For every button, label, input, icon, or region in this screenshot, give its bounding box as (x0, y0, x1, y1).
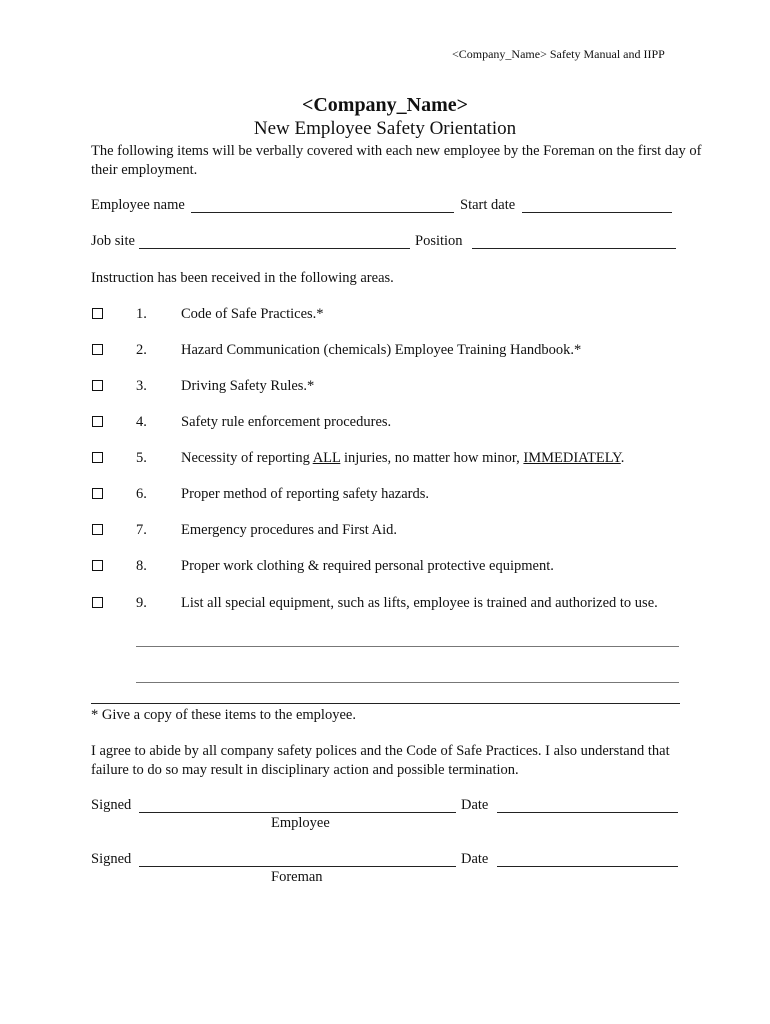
employee-name-field[interactable] (191, 212, 454, 213)
item-9-text: List all special equipment, such as lifts, employee is trained and authorized to use. (181, 595, 658, 611)
item-1-text: Code of Safe Practices.* (181, 306, 324, 322)
employee-caption: Employee (271, 815, 330, 831)
item-5-text-before: Necessity of reporting (181, 450, 313, 466)
foreman-signed-label: Signed (91, 851, 132, 867)
item-5-text-after: . (620, 450, 625, 466)
item-1-number: 1. (136, 306, 147, 322)
item-8-checkbox[interactable] (92, 560, 103, 571)
employee-date-label: Date (461, 797, 489, 813)
employee-signed-label: Signed (91, 797, 132, 813)
foreman-date-field[interactable] (497, 866, 678, 867)
item-4-checkbox[interactable] (92, 416, 103, 427)
job-site-label: Job site (91, 233, 135, 249)
item-8-text: Proper work clothing & required personal protective equipment. (181, 558, 554, 574)
employee-name-label: Employee name (91, 197, 185, 213)
item-4-text: Safety rule enforcement procedures. (181, 414, 392, 430)
item-7-checkbox[interactable] (92, 524, 103, 535)
agreement-text: I agree to abide by all company safety polices and the Code of Safe Practices. I also understand that failure to do so may result in disciplinary action and possible termination. (91, 743, 670, 778)
item-6-text: Proper method of reporting safety hazards. (181, 486, 430, 502)
section-divider (91, 703, 680, 704)
employee-date-field[interactable] (497, 812, 678, 813)
item-5-text (181, 450, 624, 467)
item-7-number: 7. (136, 522, 147, 538)
instruction-heading: Instruction has been received in the following areas. (91, 270, 394, 286)
item-7-text: Emergency procedures and First Aid. (181, 522, 397, 538)
position-label: Position (415, 233, 463, 249)
item-9-number: 9. (136, 595, 147, 611)
item-1-checkbox[interactable] (92, 308, 103, 319)
item-3-text: Driving Safety Rules.* (181, 378, 315, 394)
employee-signature-field[interactable] (139, 812, 456, 813)
item-2-checkbox[interactable] (92, 344, 103, 355)
position-field[interactable] (472, 248, 676, 249)
header-note: <Company_Name> Safety Manual and IIPP (452, 47, 665, 61)
item-6-number: 6. (136, 486, 147, 502)
item-5-emphasis-immediately: IMMEDIATELY (523, 450, 621, 466)
foreman-signature-field[interactable] (139, 866, 456, 867)
start-date-field[interactable] (522, 212, 672, 213)
item-5-emphasis-all: ALL (312, 450, 341, 466)
footnote: * Give a copy of these items to the employee. (91, 707, 356, 723)
item-6-checkbox[interactable] (92, 488, 103, 499)
job-site-field[interactable] (139, 248, 410, 249)
foreman-caption: Foreman (271, 869, 323, 885)
foreman-date-label: Date (461, 851, 489, 867)
start-date-label: Start date (460, 197, 516, 213)
equipment-line-2[interactable] (136, 682, 679, 683)
company-title: <Company_Name> (301, 94, 469, 116)
item-3-number: 3. (136, 378, 147, 394)
item-5-checkbox[interactable] (92, 452, 103, 463)
intro-text: The following items will be verbally covered with each new employee by the Foreman on the first day of their employment. (91, 143, 702, 178)
item-8-number: 8. (136, 558, 147, 574)
item-5-number: 5. (136, 450, 147, 466)
item-9-checkbox[interactable] (92, 597, 103, 608)
item-2-text: Hazard Communication (chemicals) Employee Training Handbook.* (181, 342, 582, 358)
item-2-number: 2. (136, 342, 147, 358)
page-title: New Employee Safety Orientation (253, 118, 517, 139)
equipment-line-1[interactable] (136, 646, 679, 647)
item-3-checkbox[interactable] (92, 380, 103, 391)
item-5-text-mid: injuries, no matter how minor, (340, 450, 524, 466)
item-4-number: 4. (136, 414, 147, 430)
